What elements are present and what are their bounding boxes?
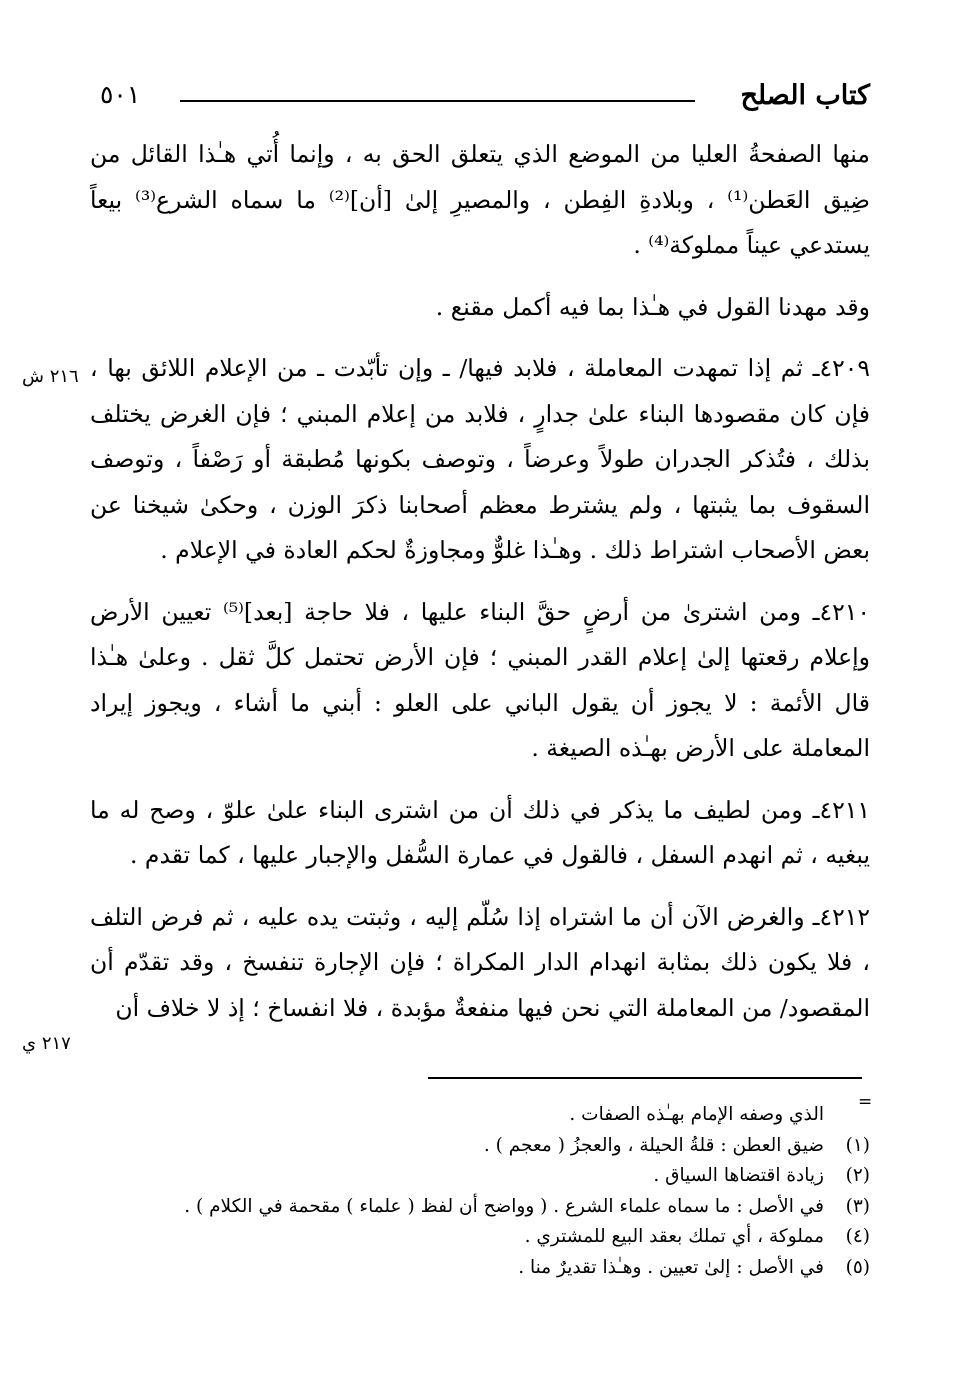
header-rule (180, 100, 695, 102)
footnote-number: (٢) (845, 1165, 870, 1186)
main-text (90, 132, 870, 1047)
header-title: كتاب الصلح (740, 80, 870, 111)
footnote-4 (110, 1222, 870, 1253)
margin-note-217: ٢١٧ ي (22, 1033, 71, 1054)
margin-note-216: ٢١٦ ش (22, 366, 79, 387)
footnote-text: في الأصل : ما سماه علماء الشرع . ( وواضح أن لفظ ( علماء ) مقحمة في الكلام ) . (184, 1195, 824, 1217)
footnote-continuation-marker: = (858, 1092, 873, 1112)
footnote-number: (٤) (845, 1226, 870, 1247)
footnote-text: مملوكة ، أي تملك بعقد البيع للمشتري . (524, 1226, 824, 1247)
footnote-continuation: الذي وصفه الإمام بهـٰذه الصفات . (569, 1104, 824, 1125)
footnote-number: (٣) (845, 1195, 870, 1217)
footnote-text: في الأصل : إلىٰ تعيين . وهـٰذا تقديرٌ منا . (518, 1256, 824, 1278)
footnote-5 (110, 1253, 870, 1284)
footnote-2 (110, 1161, 870, 1192)
paragraph-4212: ٤٢١٢ـ والغرض الآن أن ما اشتراه إذا سُلّم إليه ، وثبتت يده عليه ، ثم فرض التلف ، فلا يكون ذلك بمثابة انهدام الدار المكراة ؛ فإن الإجارة تنفسخ ، وقد تقدّم أن المقصود/ من المعاملة التي نحن فيها منفعةٌ مؤبدة ، فلا انفساخ ؛ إذ لا خلاف أن (90, 902, 870, 1022)
footnote-number: (١) (845, 1134, 870, 1156)
footnote-text: ضيق العطن : قلةُ الحيلة ، والعجزُ ( معجم ) . (483, 1134, 824, 1156)
footnote-1 (110, 1131, 870, 1162)
footnote-number: (٥) (845, 1256, 870, 1278)
paragraph-summary: وقد مهدنا القول في هـٰذا بما فيه أكمل مقنع . (435, 292, 870, 321)
paragraph-4211: ٤٢١١ـ ومن لطيف ما يذكر في ذلك أن من اشترى البناء علىٰ علوّ ، وصح له ما يبغيه ، ثم انهدم السفل ، فالقول في عمارة السُّفل والإجبار عليها ، كما تقدم . (90, 795, 870, 869)
page-number: ٥٠١ (100, 80, 141, 109)
paragraph-4210: ٤٢١٠ـ ومن اشترىٰ من أرضٍ حقَّ البناء عليها ، فلا حاجة [بعد]⁽⁵⁾ تعيين الأرض وإعلام رقعتها إلىٰ إعلام القدر المبني ؛ فإن الأرض تحتمل كلَّ ثقل . وعلىٰ هـٰذا قال الأئمة : لا يجوز أن يقول الباني على العلو : أبني ما أشاء ، ويجوز إيراد المعاملة على الأرض بهـٰذه الصيغة . (90, 597, 870, 762)
footnote-3 (110, 1192, 870, 1223)
paragraph-4209: ٤٢٠٩ـ ثم إذا تمهدت المعاملة ، فلابد فيها/ ـ وإن تأبّدت ـ من الإعلام اللائق بها ، فإن كان مقصودها البناء علىٰ جدارٍ ، فلابد من إعلام المبني ؛ فإن الغرض يختلف بذلك ، فتُذكر الجدران طولاً وعرضاً ، وتوصف بكونها مُطبقة أو رَصْفاً ، وتوصف السقوف بما يثبتها ، ولم يشترط معظم أصحابنا ذكرَ الوزن ، وحكىٰ شيخنا عن بعض الأصحاب اشتراط ذلك . وهـٰذا غلوٌّ ومجاوزةٌ لحكم العادة في الإعلام . (90, 354, 870, 564)
running-header (100, 80, 870, 120)
paragraph-continuation: منها الصفحةُ العليا من الموضع الذي يتعلق الحق به ، وإنما أُتي هـٰذا القائل من ضِيق العَطن⁽¹⁾ ، وبلادةِ الفِطن ، والمصيرِ إلىٰ [أن]⁽²⁾ ما سماه الشرع⁽³⁾ بيعاً يستدعي عيناً مملوكة⁽⁴⁾ . (90, 140, 870, 259)
footnote-separator (428, 1077, 862, 1079)
footnotes (110, 1100, 870, 1283)
footnote-text: زيادة اقتضاها السياق . (653, 1165, 824, 1186)
